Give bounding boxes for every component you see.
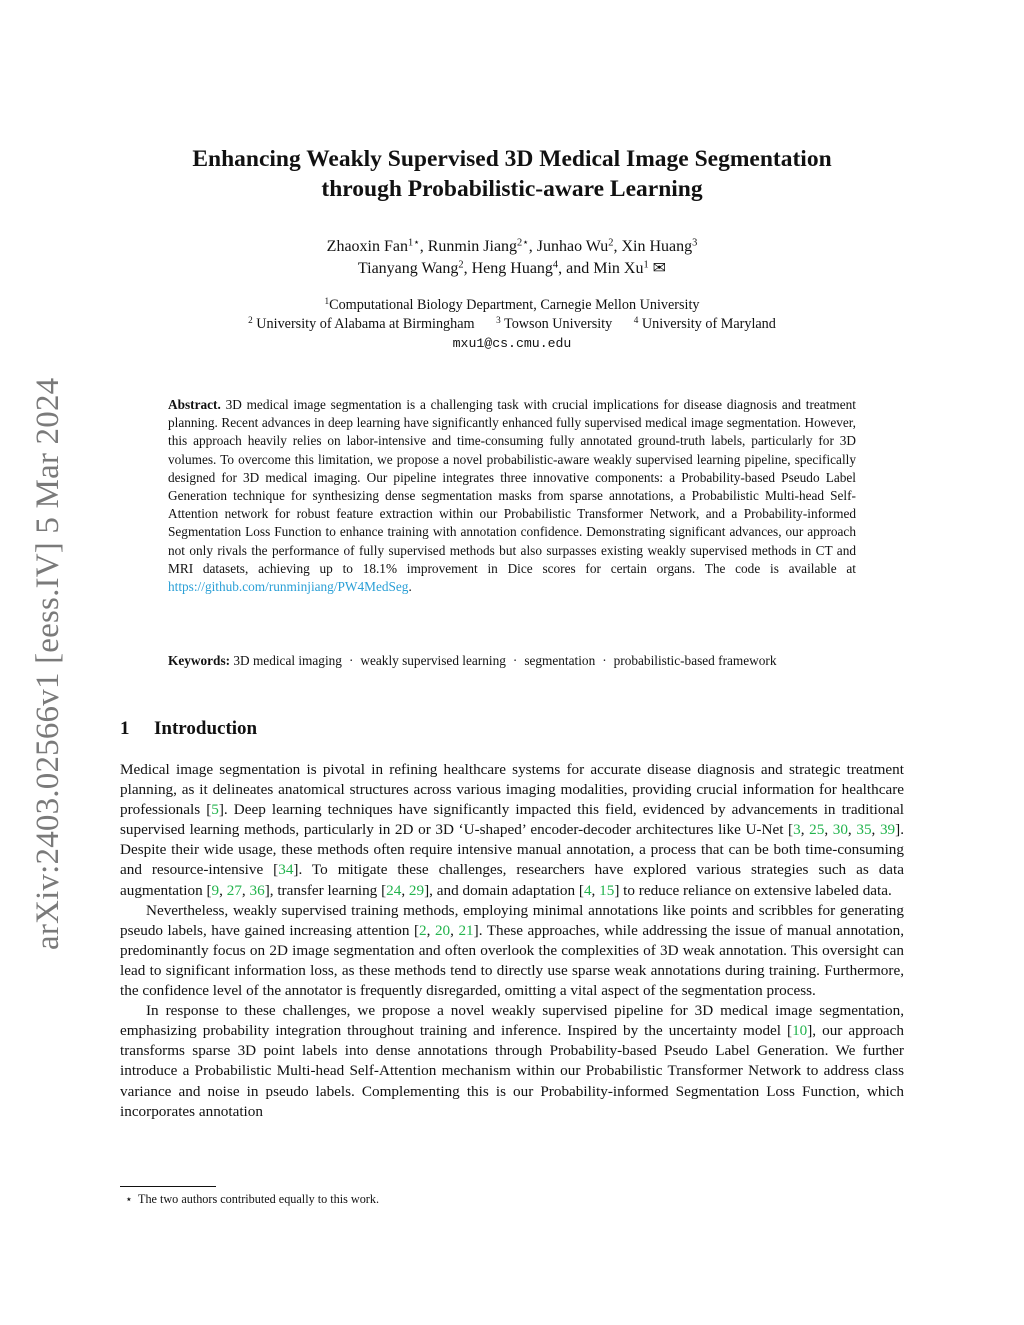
author-name: Xin Huang [621, 238, 693, 255]
text-run: , [450, 921, 459, 939]
footnote-text: The two authors contributed equally to this work. [138, 1192, 379, 1206]
keywords [168, 652, 856, 670]
citation-link[interactable]: 3 [793, 821, 801, 839]
author-separator: , [558, 260, 563, 277]
affiliation-name: Towson University [504, 316, 613, 332]
keyword: probabilistic-based framework [613, 653, 777, 668]
citation-link[interactable]: 34 [278, 861, 294, 879]
affiliation-mark: 4 [633, 314, 639, 325]
text-run: In response to these challenges, we propose a novel weakly supervised pipeline for 3D medical image segmentation, emphasizing probability integration throughout training and inference. Inspired by the uncertainty model [ [120, 1002, 904, 1040]
citation-link[interactable]: 35 [856, 821, 872, 839]
section-number: 1 [120, 718, 130, 739]
keyword: weakly supervised learning [360, 653, 506, 668]
text-run: ], our approach transforms sparse 3D point labels into dense annotations through Probability-based Pseudo Label Generation. We further introduce a Probabilistic Multi-head Self-Attention mechanism within our Probabilistic Transformer Network to address class variance and noise in pseudo labels. Complementing this is our Probability-informed Segmentation Loss Function, which incorporates annotation [120, 1022, 904, 1120]
paragraph [120, 760, 904, 901]
citation-link[interactable]: 36 [249, 881, 265, 899]
citation-link[interactable]: 4 [583, 881, 592, 899]
citation-link[interactable]: 30 [832, 821, 848, 839]
footnote-mark: ⋆ [125, 1192, 133, 1206]
affiliation-name: University of Alabama at Birmingham [256, 316, 475, 332]
author-separator: , [528, 238, 533, 255]
affiliation-name: Computational Biology Department, Carnegie Mellon University [329, 297, 700, 313]
citation-link[interactable]: 10 [792, 1022, 808, 1040]
affiliation-mark: 1 [324, 295, 330, 306]
text-run: , [800, 821, 810, 839]
affiliation-line-1 [120, 296, 904, 315]
author-name: Tianyang Wang [357, 260, 459, 277]
author-mark: 2 [458, 259, 464, 271]
author-line-2 [120, 258, 904, 280]
paper-title [120, 144, 904, 204]
text-run: ]. Deep learning techniques have significantly impacted this field, evidenced by advancements in traditional supervised learning methods, particularly in 2D or 3D ‘U-shaped’ encoder-decoder architectures like U-Net [ [120, 801, 905, 839]
citation-link[interactable]: 24 [386, 881, 402, 899]
author-mark: 2 [608, 237, 614, 249]
footnote-rule [120, 1186, 216, 1187]
author-list [120, 236, 904, 280]
author-line-1 [120, 236, 904, 258]
text-run: ] to reduce reliance on extensive labeled data. [614, 881, 892, 899]
citation-link[interactable]: 2 [419, 921, 427, 939]
text-run: , [847, 821, 857, 839]
text-run: Medical image segmentation is pivotal in refining healthcare systems for accurate disease diagnosis and strategic treatment planning, as it delineates anatomical structures across various imaging modalities, providing crucial information for healthcare professionals [ [120, 761, 904, 819]
text-run: ], transfer learning [ [264, 881, 387, 899]
text-run: , [401, 881, 409, 899]
citation-link[interactable]: 5 [211, 801, 219, 819]
keyword-separator: · [602, 653, 607, 668]
section-heading [120, 718, 257, 740]
envelope-icon: ✉ [652, 260, 667, 277]
author-name: Zhaoxin Fan [326, 238, 408, 255]
text-run: , [241, 881, 250, 899]
text-run: ]. These approaches, while addressing the issue of manual annotation, predominantly focus on 2D image segmentation and often overlook the complexities of 3D weak annotation. This oversight can lead to significant information loss, as these methods tend to directly use sparse weak annotations during training. Furthermore, the confidence level of the annotator is frequently disregarded, omitting a vital aspect of the segmentation process. [120, 921, 905, 1000]
affiliation-line-2 [120, 315, 904, 334]
author-mark: 4 [552, 259, 559, 271]
abstract-text: 3D medical image segmentation is a challenging task with crucial implications for disease diagnosis and treatment planning. Recent advances in deep learning have significantly enhanced fully supervised medical image segmentation. However, this approach heavily relies on labor-intensive and time-consuming fully annotated ground-truth labels, particularly for 3D volumes. To overcome this limitation, we propose a novel probabilistic-aware weakly supervised learning pipeline, specifically designed for 3D medical imaging. Our pipeline integrates three innovative components: a Probability-based Pseudo Label Generation technique for synthesizing dense segmentation masks from sparse annotations, a Probabilistic Multi-head Self-Attention network for robust feature extraction within our Probabilistic Transformer Network, and a Probability-informed Segmentation Loss Function to enhance training with annotation confidence. Demonstrating significant advances, our approach not only rivals the performance of fully supervised methods but also surpasses existing weakly supervised methods in CT and MRI datasets, achieving up to 18.1% improvement in Dice scores for certain organs. The code is available at [168, 397, 856, 576]
author-mark: 1 [643, 259, 649, 271]
citation-link[interactable]: 9 [211, 881, 220, 899]
text-run: , [871, 821, 880, 839]
affiliations [120, 296, 904, 353]
introduction-body [120, 760, 904, 1122]
abstract [168, 396, 856, 596]
citation-link[interactable]: 15 [599, 881, 615, 899]
author-name: Heng Huang [471, 260, 553, 277]
code-link[interactable]: https://github.com/runminjiang/PW4MedSeg [168, 579, 409, 595]
author-mark: 1⋆ [408, 237, 420, 249]
text-run: ], and domain adaptation [ [424, 881, 584, 899]
author-name: Junhao Wu [536, 238, 609, 255]
contact-email[interactable]: mxu1@cs.cmu.edu [452, 336, 572, 351]
affiliation-name: University of Maryland [641, 316, 776, 332]
affiliation-line-3 [120, 334, 904, 353]
citation-link[interactable]: 25 [809, 821, 825, 839]
author-name: Runmin Jiang [427, 238, 518, 255]
paragraph [120, 1001, 904, 1122]
keyword-separator: · [348, 653, 354, 668]
keyword-separator: · [512, 653, 518, 668]
section-title: Introduction [154, 718, 258, 739]
text-run: , [824, 821, 833, 839]
text-run: , [591, 881, 600, 899]
affiliation-mark: 2 [248, 314, 253, 325]
arxiv-sidebar [22, 360, 68, 950]
text-run: ]. To mitigate these challenges, researchers have explored various strategies such as data augmentation [ [120, 861, 905, 899]
author-mark: 2⋆ [517, 237, 529, 249]
title-line-2: through Probabilistic-aware Learning [321, 176, 703, 202]
citation-link[interactable]: 29 [408, 881, 425, 899]
citation-link[interactable]: 27 [226, 881, 242, 899]
citation-link[interactable]: 21 [458, 921, 474, 939]
text-run: , [426, 921, 435, 939]
keywords-label: Keywords: [168, 653, 231, 668]
keyword: 3D medical imaging [233, 653, 342, 668]
arxiv-identifier: arXiv:2403.02566v1 [eess.IV] 5 Mar 2024 [30, 377, 66, 950]
author-conjunction: and [566, 260, 590, 277]
footnote [120, 1191, 379, 1207]
author-separator: , [463, 260, 468, 277]
text-run: ]. Despite their wide usage, these methods often require intensive manual annotation, a process that can be both time-consuming and resource-intensive [ [120, 821, 904, 879]
author-separator: , [613, 238, 618, 255]
affiliation-mark: 3 [496, 314, 501, 325]
title-line-1: Enhancing Weakly Supervised 3D Medical Image Segmentation [192, 146, 832, 172]
keyword: segmentation [524, 653, 596, 668]
abstract-label: Abstract. [168, 397, 221, 412]
citation-link[interactable]: 39 [879, 821, 896, 839]
text-run: , [219, 881, 227, 899]
author-separator: , [419, 238, 424, 255]
text-run: Nevertheless, weakly supervised training methods, employing minimal annotations like points and scribbles for generating pseudo labels, have gained increasing attention [ [120, 901, 904, 939]
author-mark: 3 [692, 237, 698, 249]
abstract-end: . [408, 579, 412, 595]
paragraph [120, 901, 904, 1001]
author-name: Min Xu [593, 260, 644, 277]
citation-link[interactable]: 20 [434, 921, 451, 939]
